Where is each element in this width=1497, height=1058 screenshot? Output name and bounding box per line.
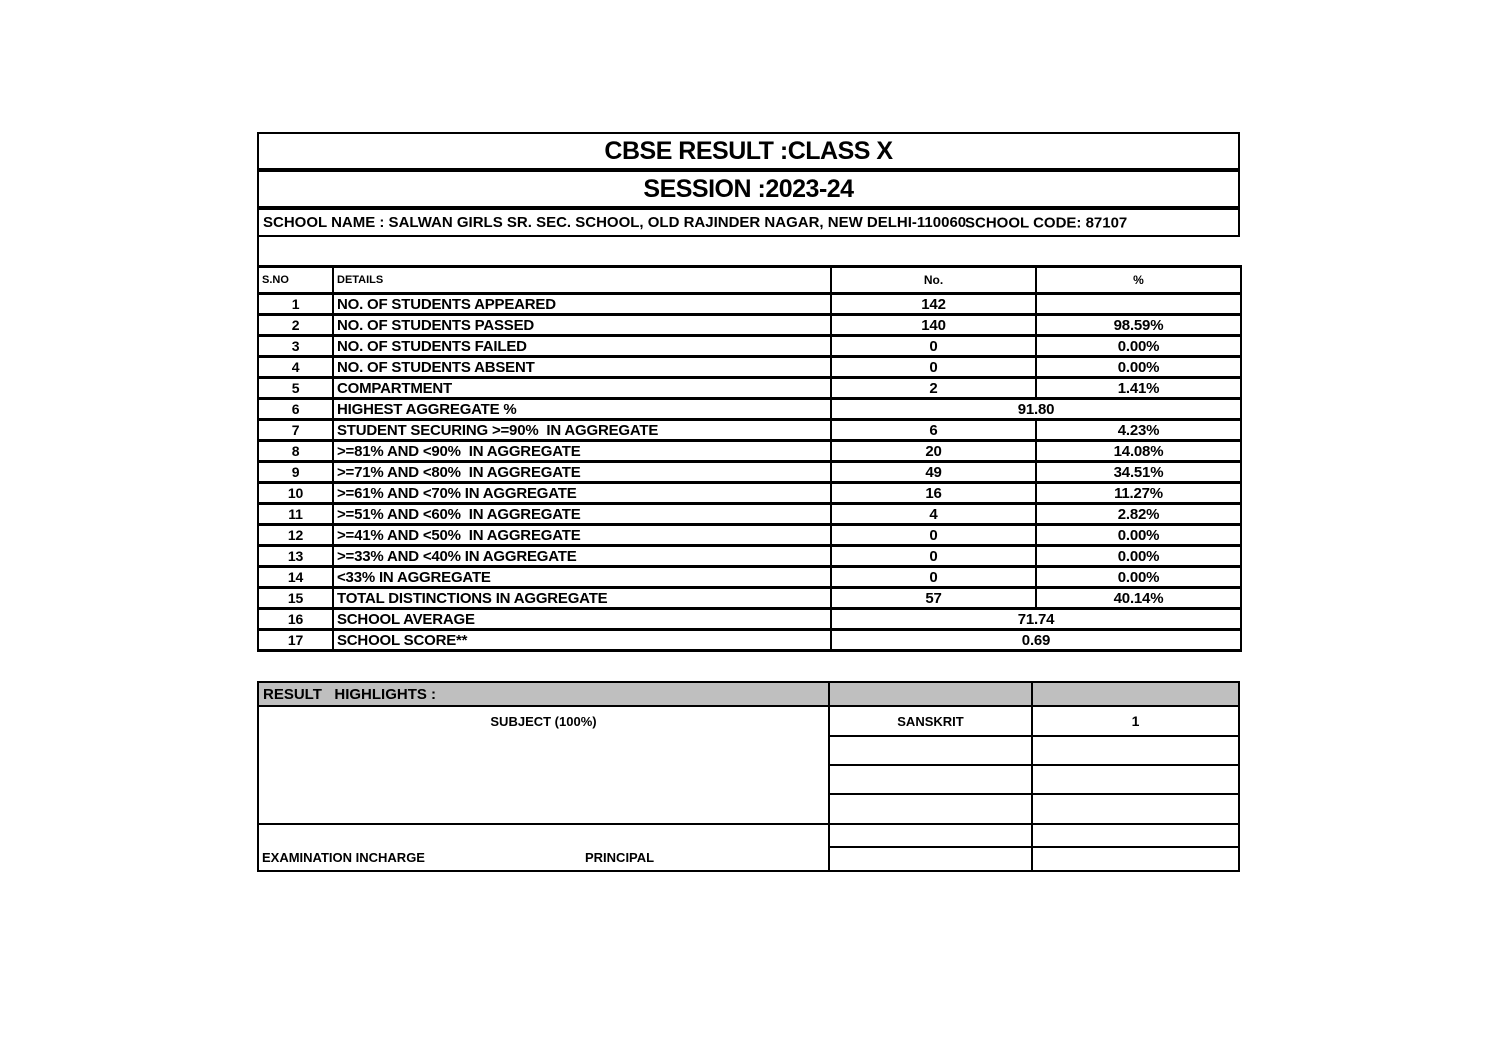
- school-info-row: [257, 208, 1240, 237]
- highlight-subject-cell: [830, 766, 1033, 795]
- result-sheet: [257, 132, 1240, 872]
- details-cell: NO. OF STUDENTS ABSENT: [333, 357, 831, 378]
- col-header-details: DETAILS: [333, 267, 831, 294]
- examination-incharge-label: EXAMINATION INCHARGE: [262, 850, 425, 865]
- percent-cell: 1.41%: [1036, 378, 1241, 399]
- percent-cell: 0.00%: [1036, 357, 1241, 378]
- highlight-count-cell: [1033, 737, 1238, 766]
- merged-value-cell: 91.80: [831, 399, 1241, 420]
- no-cell: 2: [831, 378, 1036, 399]
- percent-cell: 0.00%: [1036, 525, 1241, 546]
- highlight-count-cell: [1033, 795, 1238, 825]
- sno-cell: 7: [258, 420, 333, 441]
- details-cell: <33% IN AGGREGATE: [333, 567, 831, 588]
- sno-cell: 8: [258, 441, 333, 462]
- signature-cell: [259, 825, 830, 870]
- percent-cell: 2.82%: [1036, 504, 1241, 525]
- details-cell: NO. OF STUDENTS PASSED: [333, 315, 831, 336]
- sno-cell: 11: [258, 504, 333, 525]
- principal-label: PRINCIPAL: [585, 850, 655, 865]
- table-row: [258, 315, 1241, 336]
- table-header-row: [258, 267, 1241, 294]
- details-cell: TOTAL DISTINCTIONS IN AGGREGATE: [333, 588, 831, 609]
- percent-cell: 11.27%: [1036, 483, 1241, 504]
- details-cell: SCHOOL SCORE**: [333, 630, 831, 651]
- no-cell: 49: [831, 462, 1036, 483]
- table-row: [258, 630, 1241, 651]
- table-row: [258, 525, 1241, 546]
- percent-cell: 40.14%: [1036, 588, 1241, 609]
- no-cell: 0: [831, 336, 1036, 357]
- percent-cell: 0.00%: [1036, 567, 1241, 588]
- highlight-count-cell: 1: [1033, 707, 1238, 737]
- col-header-no: No.: [831, 267, 1036, 294]
- table-row: [258, 483, 1241, 504]
- table-row: [258, 588, 1241, 609]
- merged-value-cell: 71.74: [831, 609, 1241, 630]
- details-cell: NO. OF STUDENTS APPEARED: [333, 294, 831, 315]
- no-cell: 4: [831, 504, 1036, 525]
- percent-cell: 0.00%: [1036, 546, 1241, 567]
- subject-label-cell: [259, 707, 830, 825]
- no-cell: 0: [831, 525, 1036, 546]
- no-cell: 0: [831, 567, 1036, 588]
- school-code: SCHOOL CODE: 87107: [965, 214, 1128, 231]
- no-cell: 16: [831, 483, 1036, 504]
- details-cell: >=81% AND <90% IN AGGREGATE: [333, 441, 831, 462]
- highlight-count-cell: [1033, 848, 1238, 870]
- no-cell: 57: [831, 588, 1036, 609]
- table-row: [258, 420, 1241, 441]
- percent-cell: 34.51%: [1036, 462, 1241, 483]
- no-cell: 20: [831, 441, 1036, 462]
- session-title: SESSION :2023-24: [257, 170, 1240, 208]
- result-highlights-section: [257, 681, 1240, 872]
- sno-cell: 14: [258, 567, 333, 588]
- table-row: [258, 462, 1241, 483]
- col-header-sno: S.NO: [258, 267, 333, 294]
- sno-cell: 1: [258, 294, 333, 315]
- highlight-subject-cell: [830, 825, 1033, 848]
- details-cell: HIGHEST AGGREGATE %: [333, 399, 831, 420]
- details-cell: SCHOOL AVERAGE: [333, 609, 831, 630]
- page-title: CBSE RESULT :CLASS X: [257, 132, 1240, 170]
- sno-cell: 13: [258, 546, 333, 567]
- highlight-count-cell: [1033, 825, 1238, 848]
- section-gap: [257, 652, 1240, 681]
- percent-cell: 0.00%: [1036, 336, 1241, 357]
- highlight-subject-cell: [830, 737, 1033, 766]
- spacer-row: [257, 237, 1240, 265]
- no-cell: 0: [831, 357, 1036, 378]
- highlights-header: RESULT HIGHLIGHTS :: [259, 683, 830, 707]
- sno-cell: 17: [258, 630, 333, 651]
- details-cell: >=71% AND <80% IN AGGREGATE: [333, 462, 831, 483]
- no-cell: 0: [831, 546, 1036, 567]
- highlight-subject-cell: SANSKRIT: [830, 707, 1033, 737]
- col-header-percent: %: [1036, 267, 1241, 294]
- details-cell: >=33% AND <40% IN AGGREGATE: [333, 546, 831, 567]
- table-row: [258, 441, 1241, 462]
- no-cell: 142: [831, 294, 1036, 315]
- percent-cell: 98.59%: [1036, 315, 1241, 336]
- table-row: [258, 357, 1241, 378]
- percent-cell: [1036, 294, 1241, 315]
- sno-cell: 15: [258, 588, 333, 609]
- details-cell: >=61% AND <70% IN AGGREGATE: [333, 483, 831, 504]
- table-row: [258, 336, 1241, 357]
- details-cell: >=51% AND <60% IN AGGREGATE: [333, 504, 831, 525]
- table-row: [258, 378, 1241, 399]
- percent-cell: 14.08%: [1036, 441, 1241, 462]
- sno-cell: 2: [258, 315, 333, 336]
- details-cell: STUDENT SECURING >=90% IN AGGREGATE: [333, 420, 831, 441]
- percent-cell: 4.23%: [1036, 420, 1241, 441]
- sno-cell: 5: [258, 378, 333, 399]
- sno-cell: 6: [258, 399, 333, 420]
- subject-label: SUBJECT (100%): [490, 714, 597, 729]
- highlight-count-cell: [1033, 766, 1238, 795]
- highlight-subject-cell: [830, 795, 1033, 825]
- table-row: [258, 504, 1241, 525]
- sno-cell: 12: [258, 525, 333, 546]
- sno-cell: 4: [258, 357, 333, 378]
- results-table: [257, 265, 1242, 652]
- details-cell: COMPARTMENT: [333, 378, 831, 399]
- merged-value-cell: 0.69: [831, 630, 1241, 651]
- table-row: [258, 567, 1241, 588]
- highlights-header-cell-middle: [830, 683, 1033, 707]
- sno-cell: 9: [258, 462, 333, 483]
- details-cell: NO. OF STUDENTS FAILED: [333, 336, 831, 357]
- no-cell: 6: [831, 420, 1036, 441]
- highlight-subject-cell: [830, 848, 1033, 870]
- table-row: [258, 609, 1241, 630]
- table-row: [258, 546, 1241, 567]
- sno-cell: 10: [258, 483, 333, 504]
- highlights-header-cell-right: [1033, 683, 1238, 707]
- table-row: [258, 294, 1241, 315]
- sno-cell: 16: [258, 609, 333, 630]
- no-cell: 140: [831, 315, 1036, 336]
- sno-cell: 3: [258, 336, 333, 357]
- school-name: SCHOOL NAME : SALWAN GIRLS SR. SEC. SCHOOL, OLD RAJINDER NAGAR, NEW DELHI-110060: [263, 214, 967, 231]
- details-cell: >=41% AND <50% IN AGGREGATE: [333, 525, 831, 546]
- table-row: [258, 399, 1241, 420]
